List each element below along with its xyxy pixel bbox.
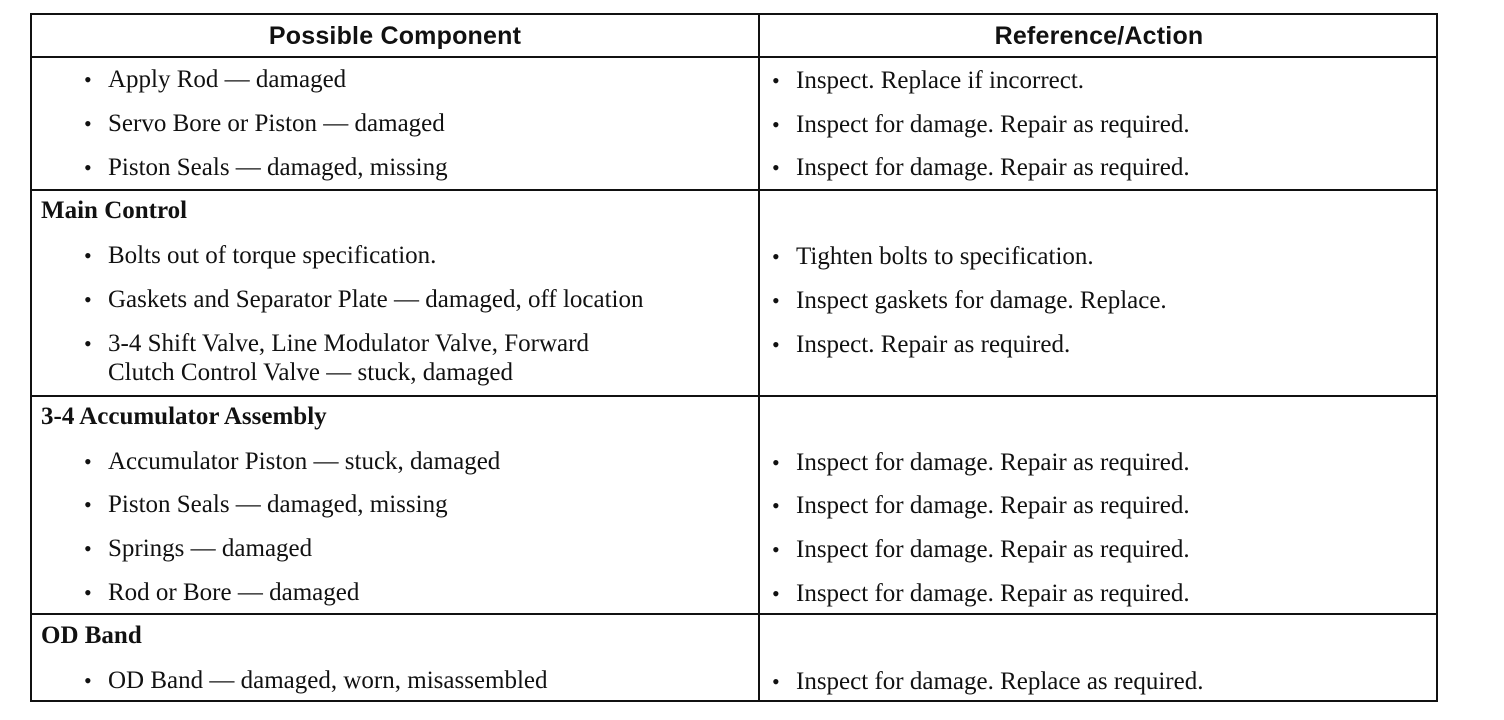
action-item xyxy=(772,535,1422,564)
bullet-icon: • xyxy=(84,287,92,312)
component-item xyxy=(84,241,744,270)
header-possible-component: Possible Component xyxy=(268,22,522,50)
component-item xyxy=(84,447,744,476)
bullet-icon: • xyxy=(772,155,780,180)
component-text: Rod or Bore — damaged xyxy=(108,579,360,606)
action-item xyxy=(772,242,1422,271)
action-item xyxy=(772,286,1422,315)
bullet-icon: • xyxy=(84,492,92,517)
header-reference-action: Reference/Action xyxy=(994,22,1204,50)
action-text: Inspect gaskets for damage. Replace. xyxy=(796,287,1167,314)
bullet-icon: • xyxy=(84,449,92,474)
bullet-icon: • xyxy=(84,111,92,136)
component-text: OD Band — damaged, worn, misassembled xyxy=(108,667,548,694)
component-text: 3-4 Shift Valve, Line Modulator Valve, Forward Clutch Control Valve — stuck, damaged xyxy=(108,330,589,386)
bullet-icon: • xyxy=(772,288,780,313)
component-text: Servo Bore or Piston — damaged xyxy=(108,110,445,137)
component-text: Bolts out of torque specification. xyxy=(108,242,437,269)
component-item xyxy=(84,285,744,314)
component-text: Piston Seals — damaged, missing xyxy=(108,491,448,518)
component-item xyxy=(84,666,744,695)
component-item xyxy=(84,490,744,519)
action-text: Inspect for damage. Repair as required. xyxy=(796,580,1190,607)
action-item xyxy=(772,66,1422,95)
component-item xyxy=(84,65,744,94)
bullet-icon: • xyxy=(772,450,780,475)
action-text: Tighten bolts to specification. xyxy=(796,243,1094,270)
bullet-icon: • xyxy=(772,332,780,357)
action-item xyxy=(772,153,1422,182)
component-text: Gaskets and Separator Plate — damaged, off location xyxy=(108,286,644,313)
bullet-icon: • xyxy=(84,243,92,268)
action-item xyxy=(772,330,1422,359)
bullet-icon: • xyxy=(84,536,92,561)
section-rule xyxy=(32,613,1436,615)
diagnosis-table xyxy=(30,13,1438,702)
bullet-icon: • xyxy=(772,493,780,518)
component-item xyxy=(84,534,744,563)
action-text: Inspect for damage. Replace as required. xyxy=(796,668,1204,695)
bullet-icon: • xyxy=(84,580,92,605)
bullet-icon: • xyxy=(772,112,780,137)
component-item xyxy=(84,109,744,138)
bullet-icon: • xyxy=(772,244,780,269)
section-heading-accumulator: 3-4 Accumulator Assembly xyxy=(41,403,327,430)
section-heading-main-control: Main Control xyxy=(41,197,188,224)
bullet-icon: • xyxy=(772,581,780,606)
bullet-icon: • xyxy=(772,669,780,694)
action-text: Inspect for damage. Repair as required. xyxy=(796,154,1190,181)
component-item xyxy=(84,329,744,387)
column-divider xyxy=(758,15,760,700)
section-rule xyxy=(32,395,1436,397)
action-text: Inspect for damage. Repair as required. xyxy=(796,492,1190,519)
action-item xyxy=(772,110,1422,139)
bullet-icon: • xyxy=(84,331,92,356)
action-item xyxy=(772,491,1422,520)
action-text: Inspect for damage. Repair as required. xyxy=(796,536,1190,563)
bullet-icon: • xyxy=(84,155,92,180)
section-rule xyxy=(32,189,1436,191)
component-text: Piston Seals — damaged, missing xyxy=(108,154,448,181)
component-text: Springs — damaged xyxy=(108,535,313,562)
bullet-icon: • xyxy=(772,537,780,562)
header-rule xyxy=(32,56,1436,58)
bullet-icon: • xyxy=(772,68,780,93)
section-heading-od-band: OD Band xyxy=(41,622,142,649)
action-item xyxy=(772,448,1422,477)
bullet-icon: • xyxy=(84,668,92,693)
component-text: Accumulator Piston — stuck, damaged xyxy=(108,448,501,475)
action-text: Inspect for damage. Repair as required. xyxy=(796,111,1190,138)
component-item xyxy=(84,153,744,182)
bullet-icon: • xyxy=(84,67,92,92)
component-item xyxy=(84,578,744,607)
action-text: Inspect. Repair as required. xyxy=(796,331,1071,358)
action-item xyxy=(772,579,1422,608)
action-item xyxy=(772,667,1422,696)
action-text: Inspect for damage. Repair as required. xyxy=(796,449,1190,476)
action-text: Inspect. Replace if incorrect. xyxy=(796,67,1085,94)
component-text: Apply Rod — damaged xyxy=(108,66,347,93)
